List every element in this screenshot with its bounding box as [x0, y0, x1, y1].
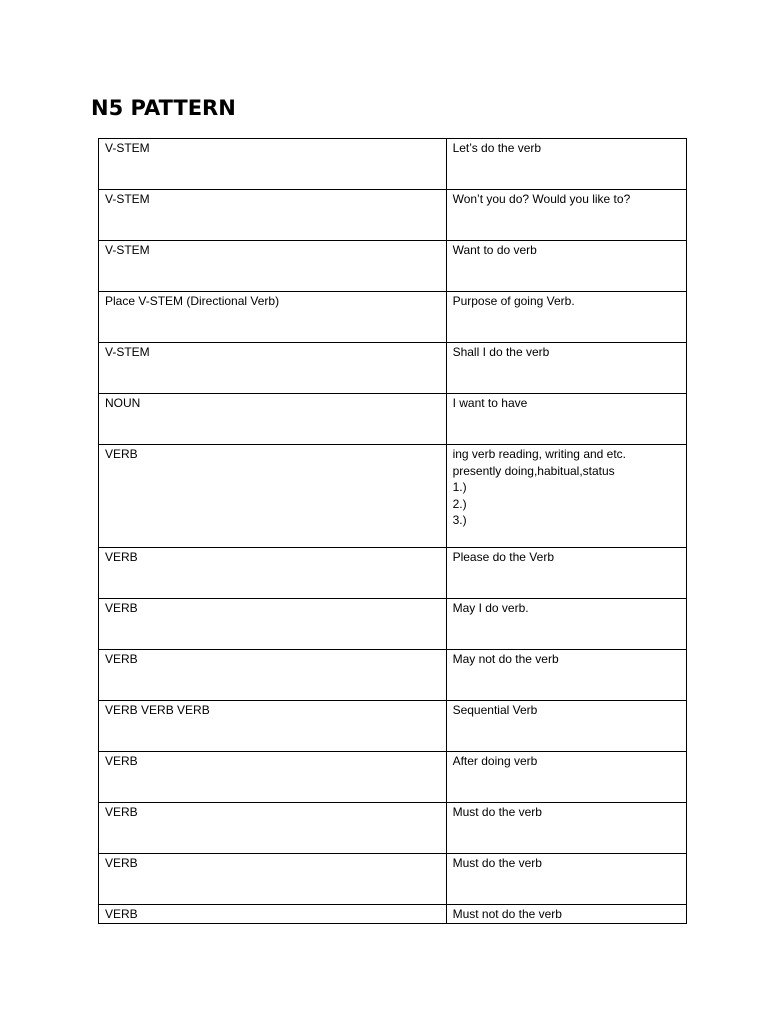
pattern-segment: VERB: [105, 601, 138, 615]
pattern-segment: VERB: [105, 856, 138, 870]
meaning-text: Must not do the verb: [452, 907, 562, 921]
example-sentence: 2.): [452, 496, 467, 511]
pattern-row: [99, 343, 687, 394]
pattern-row: [99, 905, 687, 924]
pattern-text: [105, 651, 440, 668]
pattern-row: [99, 445, 687, 548]
pattern-cell: [99, 905, 447, 924]
pattern-row: [99, 139, 687, 190]
meaning-text: Must do the verb: [452, 856, 542, 870]
pattern-cell: [99, 292, 447, 343]
meaning-text: I want to have: [452, 396, 528, 410]
pattern-cell: [99, 701, 447, 752]
pattern-text: [105, 446, 440, 463]
meaning-text: Won’t you do? Would you like to?: [452, 192, 631, 206]
pattern-cell: [99, 394, 447, 445]
pattern-cell: [99, 241, 447, 292]
meaning-text: presently doing,habitual,status: [452, 463, 615, 478]
pattern-text: [105, 242, 440, 259]
pattern-cell: [99, 190, 447, 241]
meaning-cell: [446, 803, 686, 854]
meaning-cell: [446, 445, 686, 548]
meaning-text: Must do the verb: [452, 805, 542, 819]
pattern-segment: VERB: [105, 907, 138, 921]
pattern-cell: [99, 803, 447, 854]
pattern-text: [105, 906, 440, 923]
meaning-cell: [446, 854, 686, 905]
meaning-cell: [446, 650, 686, 701]
pattern-cell: [99, 650, 447, 701]
pattern-row: [99, 190, 687, 241]
meaning-cell: [446, 752, 686, 803]
meaning-cell: [446, 241, 686, 292]
pattern-segment: VERB: [105, 447, 138, 461]
meaning-text: Purpose of going Verb.: [452, 294, 575, 308]
pattern-text: [105, 293, 440, 310]
pattern-segment: NOUN: [105, 396, 141, 410]
example-sentence: 1.): [452, 480, 467, 494]
meaning-text: Sequential Verb: [452, 703, 538, 717]
pattern-row: [99, 241, 687, 292]
pattern-row: [99, 599, 687, 650]
example-sentence: 3.): [452, 513, 467, 527]
pattern-cell: [99, 445, 447, 548]
meaning-text: Want to do verb: [452, 243, 537, 257]
meaning-text: May I do verb.: [452, 601, 529, 615]
pattern-row: [99, 650, 687, 701]
pattern-text: [105, 804, 440, 821]
pattern-text: [105, 344, 440, 361]
pattern-table-body: [99, 139, 687, 924]
meaning-text: ing verb reading, writing and etc.: [452, 447, 627, 461]
meaning-cell: [446, 701, 686, 752]
meaning-cell: [446, 394, 686, 445]
pattern-segment: VERB: [105, 652, 138, 666]
pattern-text: [105, 140, 440, 157]
pattern-text: [105, 191, 440, 208]
pattern-text: [105, 600, 440, 617]
meaning-text: Please do the Verb: [452, 550, 554, 564]
pattern-segment: VERB: [105, 703, 142, 717]
pattern-cell: [99, 599, 447, 650]
meaning-cell: [446, 599, 686, 650]
pattern-cell: [99, 854, 447, 905]
pattern-cell: [99, 548, 447, 599]
meaning-cell: [446, 190, 686, 241]
page-title: N5 PATTERN: [91, 96, 236, 120]
pattern-row: [99, 701, 687, 752]
pattern-segment: V-STEM: [105, 243, 150, 257]
pattern-table: [98, 138, 687, 924]
pattern-segment: VERB: [177, 703, 210, 717]
pattern-text: [105, 549, 440, 566]
meaning-cell: [446, 905, 686, 924]
pattern-segment: VERB: [105, 805, 138, 819]
meaning-text: Let’s do the verb: [452, 141, 542, 155]
pattern-row: [99, 803, 687, 854]
pattern-segment: V-STEM: [105, 192, 150, 206]
meaning-text: After doing verb: [452, 754, 538, 768]
pattern-text: [105, 702, 440, 719]
pattern-segment: Place V-STEM (Directional Verb): [105, 294, 280, 308]
pattern-cell: [99, 752, 447, 803]
pattern-row: [99, 292, 687, 343]
meaning-cell: [446, 292, 686, 343]
meaning-cell: [446, 548, 686, 599]
pattern-segment: V-STEM: [105, 345, 150, 359]
meaning-cell: [446, 343, 686, 394]
pattern-text: [105, 753, 440, 770]
meaning-cell: [446, 139, 686, 190]
pattern-cell: [99, 343, 447, 394]
pattern-segment: VERB: [105, 754, 138, 768]
pattern-segment: V-STEM: [105, 141, 150, 155]
pattern-row: [99, 548, 687, 599]
meaning-text: Shall I do the verb: [452, 345, 550, 359]
pattern-row: [99, 394, 687, 445]
pattern-cell: [99, 139, 447, 190]
pattern-row: [99, 752, 687, 803]
pattern-row: [99, 854, 687, 905]
pattern-segment: VERB: [105, 550, 138, 564]
pattern-segment: VERB: [141, 703, 178, 717]
pattern-text: [105, 395, 440, 412]
meaning-text: May not do the verb: [452, 652, 559, 666]
pattern-text: [105, 855, 440, 872]
